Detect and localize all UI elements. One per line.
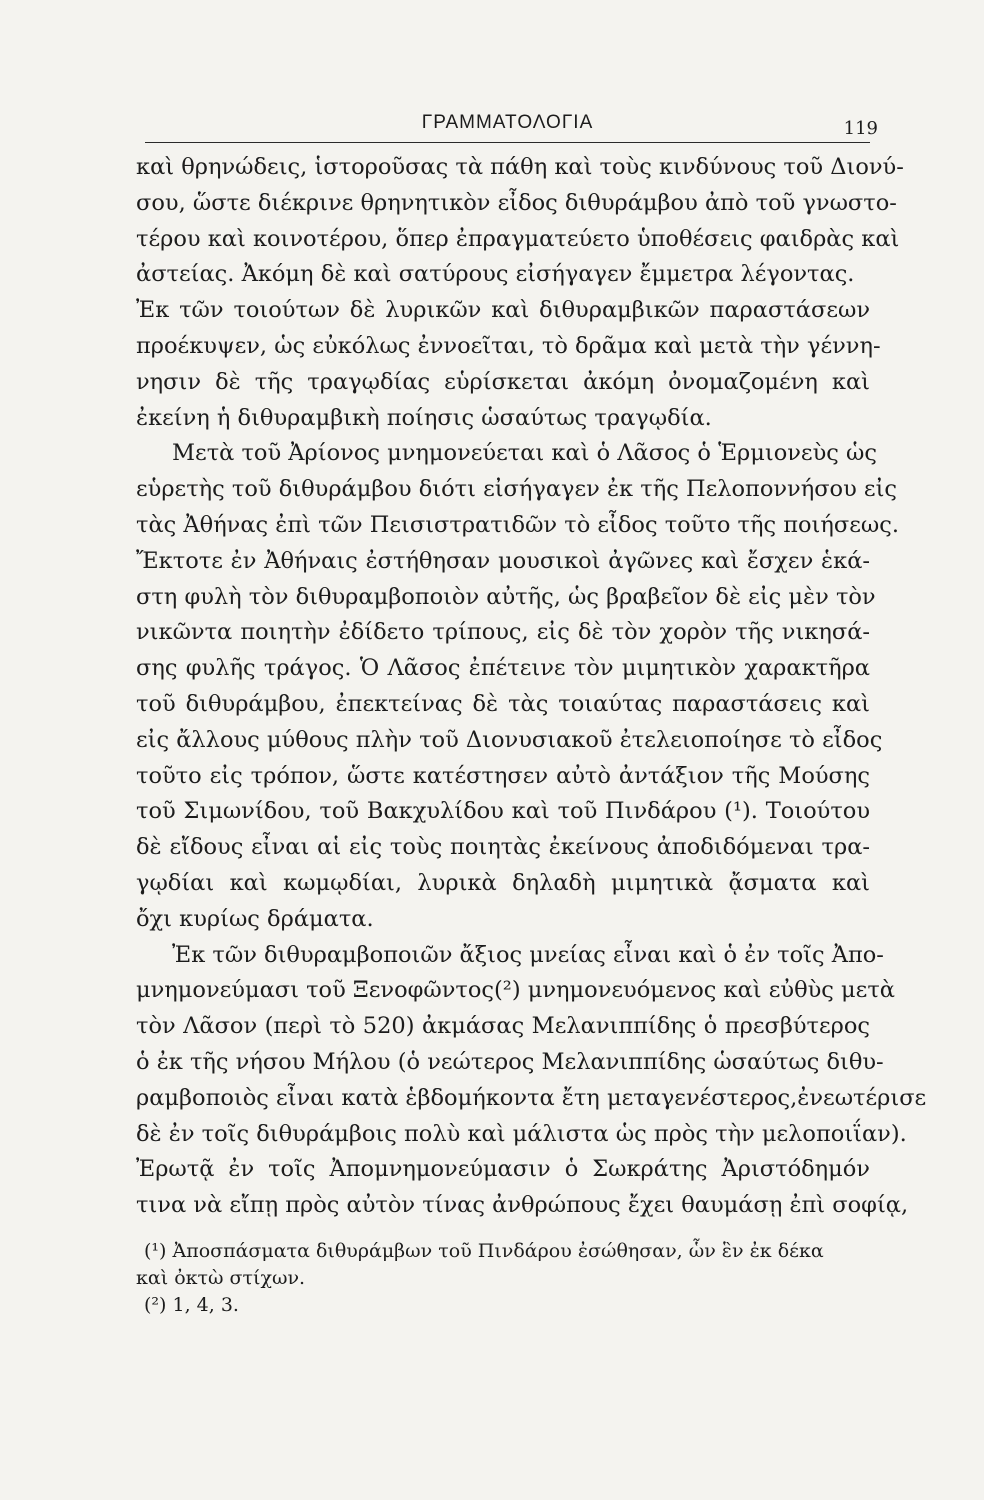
text-line: εὑρετὴς τοῦ διθυράμβου διότι εἰσήγαγεν ἐκ τῆς Πελοποννήσου εἰς	[136, 476, 898, 503]
body-text	[136, 150, 927, 1224]
text-line: Ἐκ τῶν τοιούτων δὲ λυρικῶν καὶ διθυραμβικῶν παραστάσεων	[136, 297, 870, 324]
text-line: νικῶντα ποιητὴν ἐδίδετο τρίπους, εἰς δὲ τὸν χορὸν τῆς νικησά-	[136, 619, 870, 646]
text-line: τινα νὰ εἴπῃ πρὸς αὐτὸν τίνας ἀνθρώπους ἔχει θαυμάσῃ ἐπὶ σοφίᾳ,	[136, 1192, 909, 1219]
text-line: τοῦ Σιμωνίδου, τοῦ Βακχυλίδου καὶ τοῦ Πινδάρου (¹). Τοιούτου	[136, 798, 870, 825]
text-line: τοῦ διθυράμβου, ἐπεκτείνας δὲ τὰς τοιαύτας παραστάσεις καὶ	[136, 690, 870, 717]
text-line: ἐκείνη ἡ διθυραμβικὴ ποίησις ὡσαύτως τραγῳδία.	[136, 404, 712, 431]
text-line: στη φυλὴ τὸν διθυραμβοποιὸν αὐτῆς, ὡς βραβεῖον δὲ εἰς μὲν τὸν	[136, 583, 876, 610]
text-line: νησιν δὲ τῆς τραγῳδίας εὑρίσκεται ἀκόμη ὀνομαζομένη καὶ	[136, 368, 870, 395]
text-line: ραμβοποιὸς εἶναι κατὰ ἑβδομήκοντα ἔτη μεταγενέστερος,ἐνεωτέρισε	[136, 1084, 927, 1111]
footnote-2: (²) 1, 4, 3.	[144, 1294, 239, 1316]
text-line: καὶ θρηνώδεις, ἱστοροῦσας τὰ πάθη καὶ τοὺς κινδύνους τοῦ Διονύ-	[136, 154, 904, 180]
text-line: τὸν Λᾶσον (περὶ τὸ 520) ἀκμάσας Μελανιππίδης ὁ πρεσβύτερος	[136, 1013, 870, 1040]
text-line: ὁ ἐκ τῆς νήσου Μήλου (ὁ νεώτερος Μελανιππίδης ὡσαύτως διθυ-	[136, 1048, 884, 1075]
text-line: προέκυψεν, ὡς εὐκόλως ἐννοεῖται, τὸ δρᾶμα καὶ μετὰ τὴν γέννη-	[136, 332, 881, 359]
text-line: ὄχι κυρίως δράματα.	[136, 905, 374, 932]
text-line: εἰς ἄλλους μύθους πλὴν τοῦ Διονυσιακοῦ ἐτελειοποίησε τὸ εἶδος	[136, 726, 883, 753]
text-line: δὲ εἴδους εἶναι αἱ εἰς τοὺς ποιητὰς ἐκείνους ἀποδιδόμεναι τρα-	[136, 834, 870, 861]
text-line: δὲ ἐν τοῖς διθυράμβοις πολὺ καὶ μάλιστα ὡς πρὸς τὴν μελοποιΐαν).	[136, 1120, 907, 1147]
text-line: Μετὰ τοῦ Ἀρίονος μνημονεύεται καὶ ὁ Λᾶσος ὁ Ἑρμιονεὺς ὡς	[172, 440, 877, 467]
footnotes	[136, 1238, 870, 1319]
footnote-1-continued: καὶ ὀκτὼ στίχων.	[136, 1267, 306, 1289]
text-line: ἀστείας. Ἀκόμη δὲ καὶ σατύρους εἰσήγαγεν ἔμμετρα λέγοντας.	[136, 261, 855, 288]
footnote-1: (¹) Ἀποσπάσματα διθυράμβων τοῦ Πινδάρου ἐσώθησαν, ὧν ἓν ἐκ δέκα	[144, 1240, 824, 1262]
text-line: τοῦτο εἰς τρόπον, ὥστε κατέστησεν αὐτὸ ἀντάξιον τῆς Μούσης	[136, 762, 870, 789]
text-line: Ἔκτοτε ἐν Ἀθήναις ἐστήθησαν μουσικοὶ ἀγῶνες καὶ ἔσχεν ἑκά-	[136, 547, 870, 574]
text-line: μνημονεύμασι τοῦ Ξενοφῶντος(²) μνημονευόμενος καὶ εὐθὺς μετὰ	[136, 977, 895, 1004]
text-line: γῳδίαι καὶ κωμῳδίαι, λυρικὰ δηλαδὴ μιμητικὰ ᾄσματα καὶ	[136, 869, 870, 896]
text-line: σου, ὥστε διέκρινε θρηνητικὸν εἶδος διθυράμβου ἀπὸ τοῦ γνωστο-	[136, 189, 897, 216]
text-line: σης φυλῆς τράγος. Ὁ Λᾶσος ἐπέτεινε τὸν μιμητικὸν χαρακτῆρα	[136, 655, 870, 682]
running-title: ΓΡΑΜΜΑΤΟΛΟΓΙΑ	[421, 112, 594, 133]
text-line: τέρου καὶ κοινοτέρου, ὅπερ ἐπραγματεύετο ὑποθέσεις φαιδρὰς καὶ	[136, 225, 900, 252]
header-rule	[145, 142, 870, 143]
text-line: Ἐρωτᾷ ἐν τοῖς Ἀπομνημονεύμασιν ὁ Σωκράτης Ἀριστόδημόν	[136, 1156, 870, 1183]
running-head	[145, 112, 878, 144]
text-line: Ἐκ τῶν διθυραμβοποιῶν ἄξιος μνείας εἶναι καὶ ὁ ἐν τοῖς Ἀπο-	[172, 941, 884, 968]
page-number: 119	[843, 118, 878, 139]
text-line: τὰς Ἀθήνας ἐπὶ τῶν Πεισιστρατιδῶν τὸ εἶδος τοῦτο τῆς ποιήσεως.	[136, 511, 899, 538]
